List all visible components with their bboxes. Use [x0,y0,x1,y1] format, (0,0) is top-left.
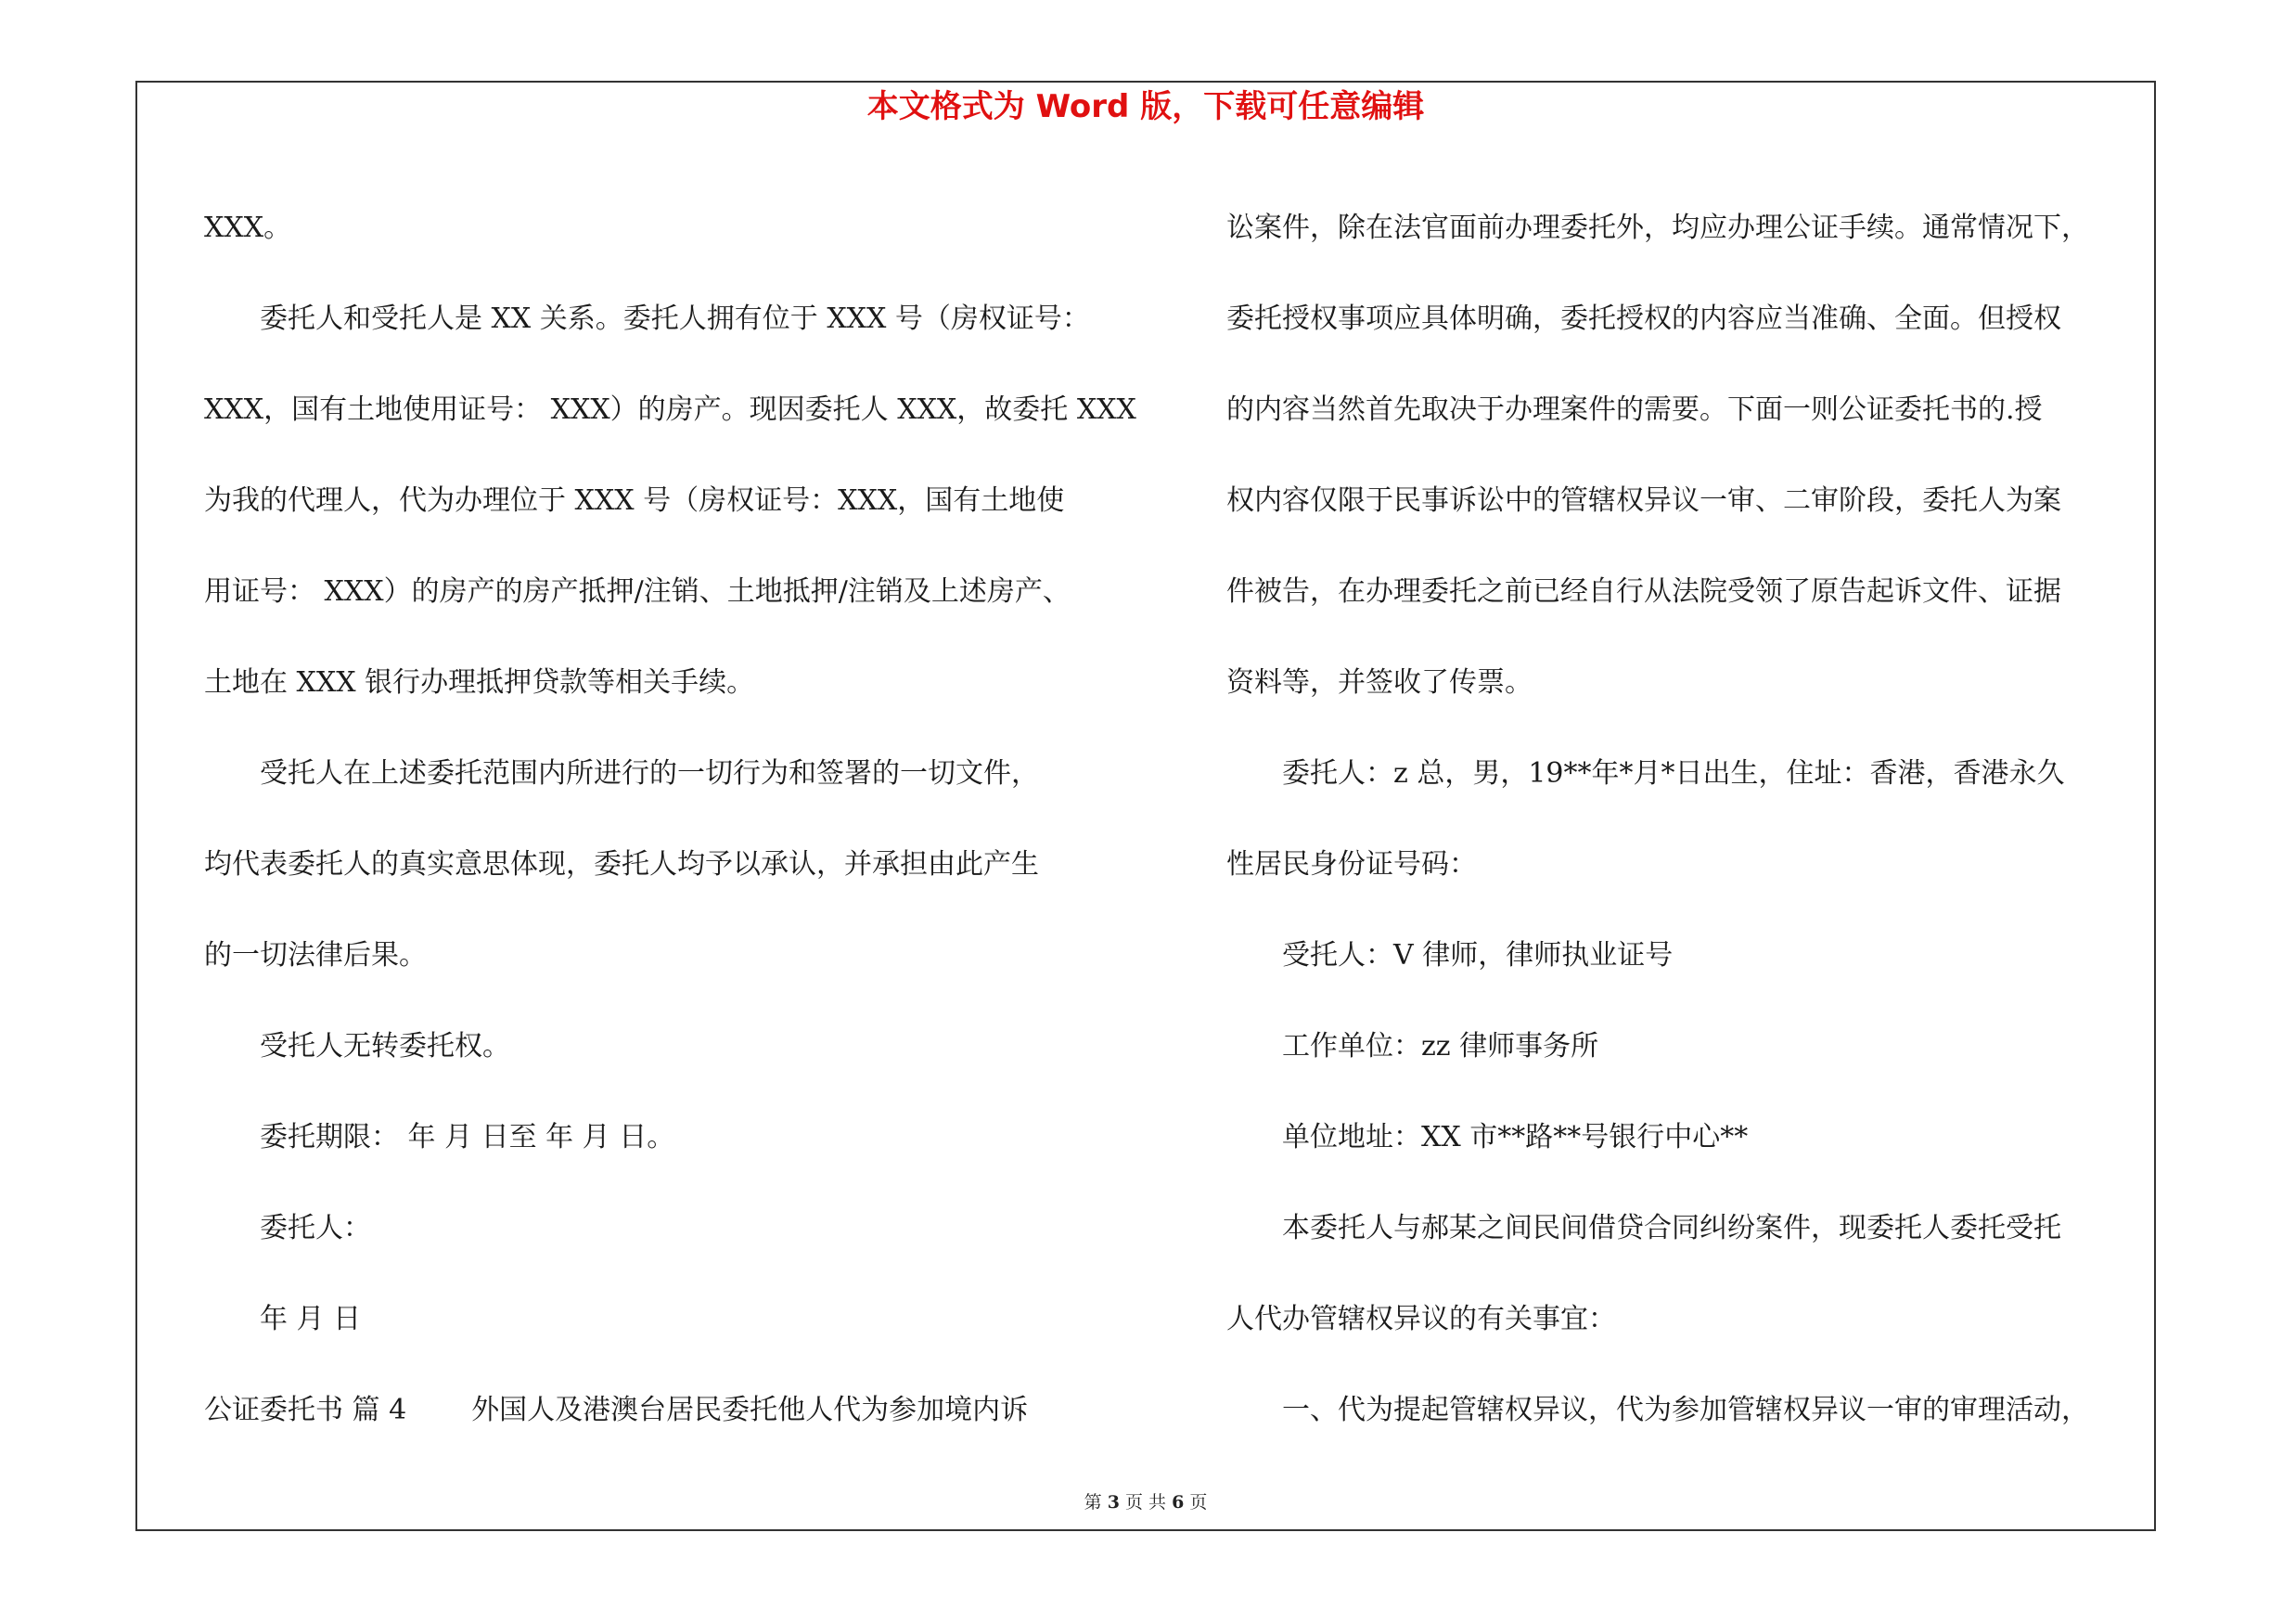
footer-prefix: 第 [1084,1492,1102,1513]
text-line: 委托期限： 年 月 日至 年 月 日。 [260,1121,675,1153]
left-column [204,183,1141,1456]
text-line: 受托人在上述委托范围内所进行的一切行为和签署的一切文件， [260,757,1039,790]
text-line: XXX，国有土地使用证号： XXX）的房产。现因委托人 XXX，故委托 XXX [204,393,1136,426]
text-line: 单位地址：XX 市**路**号银行中心** [1282,1121,1749,1153]
text-line: 人代办管辖权异议的有关事宜： [1226,1303,1616,1335]
text-line: 工作单位：zz 律师事务所 [1282,1030,1599,1063]
text-line: XXX。 [204,212,292,244]
section-heading [204,1365,1141,1456]
text-line: 土地在 XXX 银行办理抵押贷款等相关手续。 [204,666,755,699]
text-line: 权内容仅限于民事诉讼中的管辖权异议一审、二审阶段，委托人为案 [1226,484,2061,517]
text-line: 讼案件，除在法官面前办理委托外，均应办理公证手续。通常情况下， [1226,212,2089,244]
text-line: 一、代为提起管辖权异议，代为参加管辖权异议一审的审理活动， [1282,1394,2089,1426]
text-line: 委托人和受托人是 XX 关系。委托人拥有位于 XXX 号（房权证号： [260,303,1090,335]
section-heading-title: 公证委托书 篇 4 [204,1394,407,1426]
page-number-footer [135,1488,2156,1516]
current-page-number: 3 [1107,1492,1120,1513]
header-banner: 本文格式为 Word 版，下载可任意编辑 [866,88,1425,125]
text-line: 性居民身份证号码： [1226,848,1477,881]
text-line: 用证号： XXX）的房产的房产抵押/注销、土地抵押/注销及上述房产、 [204,575,1071,608]
text-line: 的一切法律后果。 [204,939,427,972]
text-line: 件被告，在办理委托之前已经自行从法院受领了原告起诉文件、证据 [1226,575,2061,608]
text-line: 为我的代理人，代为办理位于 XXX 号（房权证号：XXX，国有土地使 [204,484,1065,517]
footer-middle: 页 共 [1124,1492,1167,1513]
right-column [1226,183,2163,1456]
text-line: 资料等，并签收了传票。 [1226,666,1533,699]
footer-suffix: 页 [1189,1492,1208,1513]
text-line: 委托授权事项应具体明确，委托授权的内容应当准确、全面。但授权 [1226,303,2061,335]
text-line: 受托人：V 律师，律师执业证号 [1282,939,1674,972]
text-line: 受托人无转委托权。 [260,1030,510,1063]
text-line: 均代表委托人的真实意思体现，委托人均予以承认，并承担由此产生 [204,848,1039,881]
text-line: 委托人：z 总，男，19**年*月*日出生，住址：香港，香港永久 [1282,757,2065,790]
total-page-number: 6 [1172,1492,1185,1513]
text-line: 委托人： [260,1212,371,1244]
text-line: 本委托人与郝某之间民间借贷合同纠纷案件，现委托人委托受托 [1282,1212,2061,1244]
section-heading-text: 外国人及港澳台居民委托他人代为参加境内诉 [471,1394,1029,1426]
text-line: 的内容当然首先取决于办理案件的需要。下面一则公证委托书的.授 [1226,393,2043,426]
text-line: 年 月 日 [260,1303,362,1335]
